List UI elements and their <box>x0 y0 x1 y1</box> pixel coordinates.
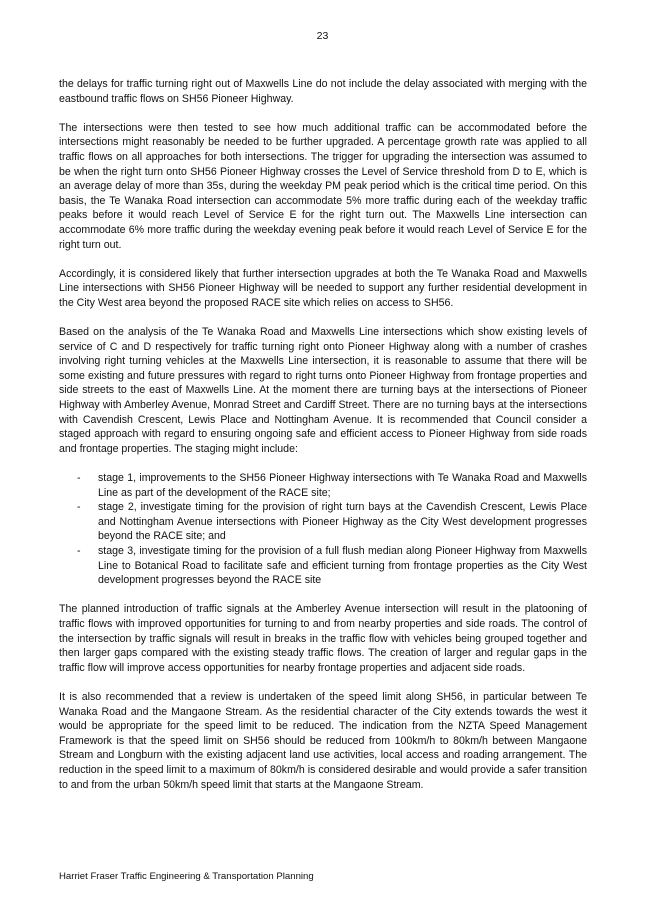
list-bullet: - <box>77 545 81 557</box>
page-footer: Harriet Fraser Traffic Engineering & Transportation Planning <box>59 871 314 882</box>
paragraph-speed-limit-review: It is also recommended that a review is undertaken of the speed limit along SH56, in particular between Te Wanaka Road and the Mangaone Stream. As the residential character of the City extends towards the west it would be appropriate for the speed limit to be reduced. The indication from the NZTA Speed Management Framework is that the speed limit on SH56 should be reduced from 100km/h to 80km/h between Mangaone Stream and Longburn with the existing adjacent land use activities, local access and roading arrangement. The reduction in the speed limit to a maximum of 80km/h is considered desirable and would provide a safer transition to and from the urban 50km/h speed limit that starts at the Mangaone Stream. <box>59 690 587 791</box>
staging-list-item <box>59 544 587 588</box>
staging-item-text: stage 3, investigate timing for the provision of a full flush median along Pioneer Highway from Maxwells Line to Botanical Road to facilitate safe and efficient turning from frontage properties as the City West development progresses beyond the RACE site <box>98 545 587 587</box>
staging-list-item <box>59 471 587 500</box>
list-bullet: - <box>77 501 81 514</box>
staging-list-item <box>59 500 587 544</box>
staging-item-text: stage 2, investigate timing for the provision of right turn bays at the Cavendish Crescent, Lewis Place and Nottingham Avenue intersections with Pioneer Highway as the City West development progresses beyond the RACE site; and <box>98 501 587 543</box>
staging-item-text: stage 1, improvements to the SH56 Pioneer Highway intersections with Te Wanaka Road and Maxwells Line as part of the development of the RACE site; <box>98 472 587 499</box>
paragraph-delays-note: the delays for traffic turning right out of Maxwells Line do not include the delay associated with merging with the eastbound traffic flows on SH56 Pioneer Highway. <box>59 78 587 105</box>
page-number: 23 <box>316 30 329 42</box>
paragraph-traffic-signals: The planned introduction of traffic signals at the Amberley Avenue intersection will result in the platooning of traffic flows with improved opportunities for turning to and from nearby properties and side roads. The control of the intersection by traffic signals will result in breaks in the traffic flow with vehicles being grouped together and then larger gaps compared with the existing steady traffic flows. The creation of larger and regular gaps in the traffic flow will improve access opportunities for nearby frontage properties and adjacent side roads. <box>59 603 587 674</box>
paragraph-further-upgrades: Accordingly, it is considered likely that further intersection upgrades at both the Te Wanaka Road and Maxwells Line intersections with SH56 Pioneer Highway will be needed to support any further residential development in the City West area beyond the proposed RACE site which relies on access to SH56. <box>59 267 587 309</box>
list-bullet: - <box>77 472 81 485</box>
paragraph-intersection-testing: The intersections were then tested to see how much additional traffic can be accommodated before the intersections might reasonably be needed to be further upgraded. A percentage growth rate was applied to all traffic flows on all approaches for both intersections. The trigger for upgrading the intersection was assumed to be when the right turn onto SH56 Pioneer Highway crosses the Level of Service threshold from D to E, which is an average delay of more than 35s, during the weekday PM peak period which is the critical time period. On this basis, the Te Wanaka Road intersection can accommodate 5% more traffic during each of the weekday traffic peaks before it would reach Level of Service E for the right turn out. The Maxwells Line intersection can accommodate 6% more traffic during the weekday evening peak before it would reach Level of Service E for the right turn out. <box>59 121 587 251</box>
body-text <box>59 77 587 807</box>
paragraph-staged-approach: Based on the analysis of the Te Wanaka Road and Maxwells Line intersections which show existing levels of service of C and D respectively for traffic turning right onto Pioneer Highway along with a number of crashes involving right turning vehicles at the Maxwells Line intersection, it is reasonable to assume that there will be some existing and future pressures with regard to right turns onto Pioneer Highway from frontage properties and side streets to the east of Maxwells Line. At the moment there are turning bays at the intersections of Pioneer Highway with Amberley Avenue, Monrad Street and Cardiff Street. There are no turning bays at the intersections with Cavendish Crescent, Lewis Place and Nottingham Avenue. It is recommended that Council consider a staged approach with regard to ensuring ongoing safe and efficient access to Pioneer Highway from side roads and frontage properties. The staging might include: <box>59 326 587 455</box>
staging-list <box>59 471 587 588</box>
